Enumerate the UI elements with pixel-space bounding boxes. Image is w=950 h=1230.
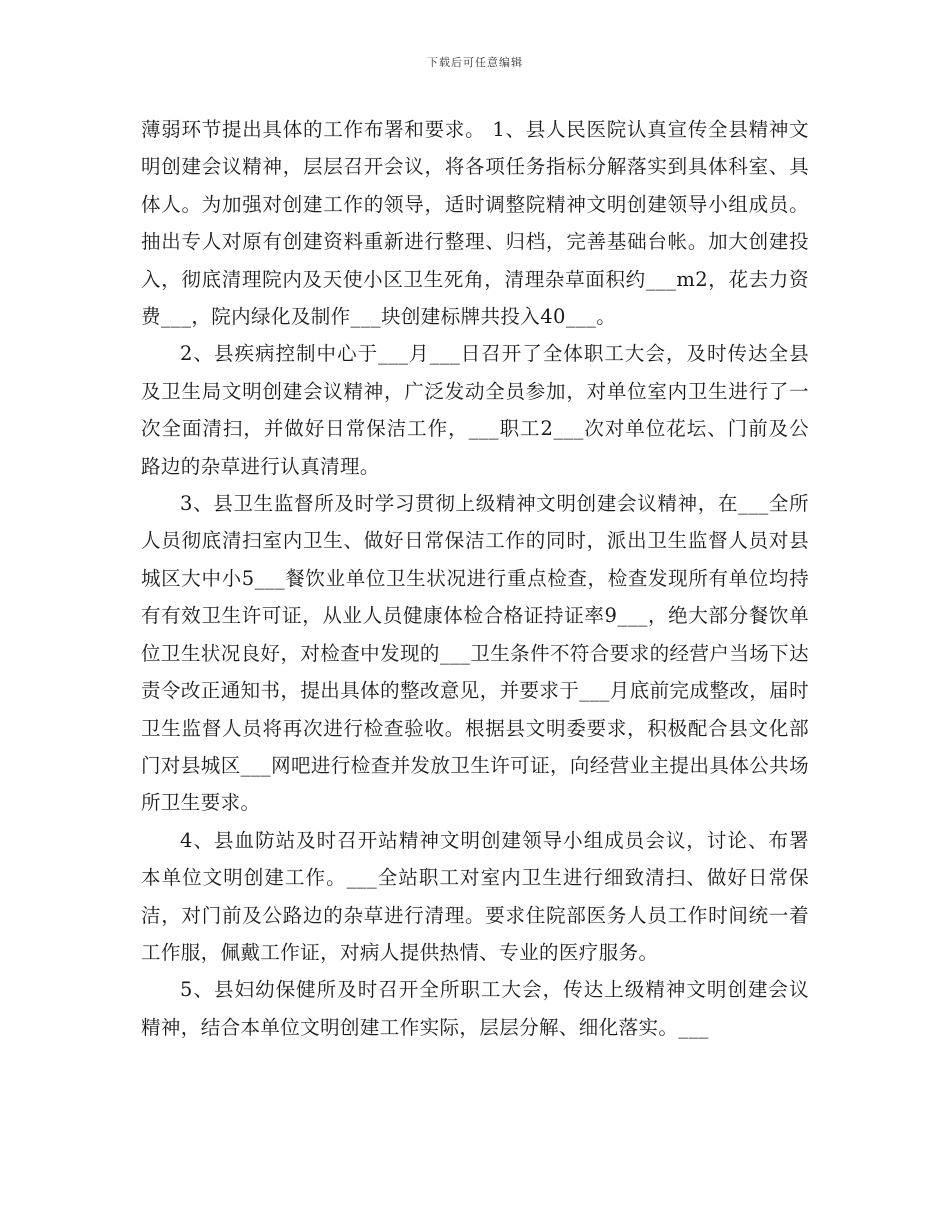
document-body bbox=[141, 111, 809, 1046]
paragraph-disease-control: 2、县疾病控制中心于___月___日召开了全体职工大会，及时传达全县及卫生局文明创建会议精神，广泛发动全员参加，对单位室内卫生进行了一次全面清扫，并做好日常保洁工作，___职工2___次对单位花坛、门前及公路边的杂草进行认真清理。 bbox=[141, 342, 809, 478]
paragraph-maternal-child-health: 5、县妇幼保健所及时召开全所职工大会，传达上级精神文明创建会议精神，结合本单位文明创建工作实际，层层分解、细化落实。___ bbox=[141, 978, 809, 1039]
paragraph-schistosomiasis-station: 4、县血防站及时召开站精神文明创建领导小组成员会议，讨论、布署本单位文明创建工作。___全站职工对室内卫生进行细致清扫、做好日常保洁，对门前及公路边的杂草进行清理。要求住院部医务人员工作时间统一着工作服，佩戴工作证，对病人提供热情、专业的医疗服务。 bbox=[141, 828, 809, 964]
paragraph-health-supervision: 3、县卫生监督所及时学习贯彻上级精神文明创建会议精神，在___全所人员彻底清扫室内卫生、做好日常保洁工作的同时，派出卫生监督人员对县城区大中小5___餐饮业单位卫生状况进行重点检查，检查发现所有单位均持有有效卫生许可证，从业人员健康体检合格证持证率9___，绝大部分餐饮单位卫生状况良好，对检查中发现的___卫生条件不符合要求的经营户当场下达责令改正通知书，提出具体的整改意见，并要求于___月底前完成整改，届时卫生监督人员将再次进行检查验收。根据县文明委要求，积极配合县文化部门对县城区___网吧进行检查并发放卫生许可证，向经营业主提出具体公共场所卫生要求。 bbox=[141, 492, 809, 815]
paragraph-continuation: 薄弱环节提出具体的工作布署和要求。 1、县人民医院认真宣传全县精神文明创建会议精神，层层召开会议，将各项任务指标分解落实到具体科室、具体人。为加强对创建工作的领导，适时调整院精神文明创建领导小组成员。抽出专人对原有创建资料重新进行整理、归档，完善基础台帐。加大创建投入，彻底清理院内及天使小区卫生死角，清理杂草面积约___m2，花去力资费___，院内绿化及制作___块创建标牌共投入40___。 bbox=[141, 118, 809, 329]
page-header: 下载后可任意编辑 bbox=[427, 56, 523, 69]
